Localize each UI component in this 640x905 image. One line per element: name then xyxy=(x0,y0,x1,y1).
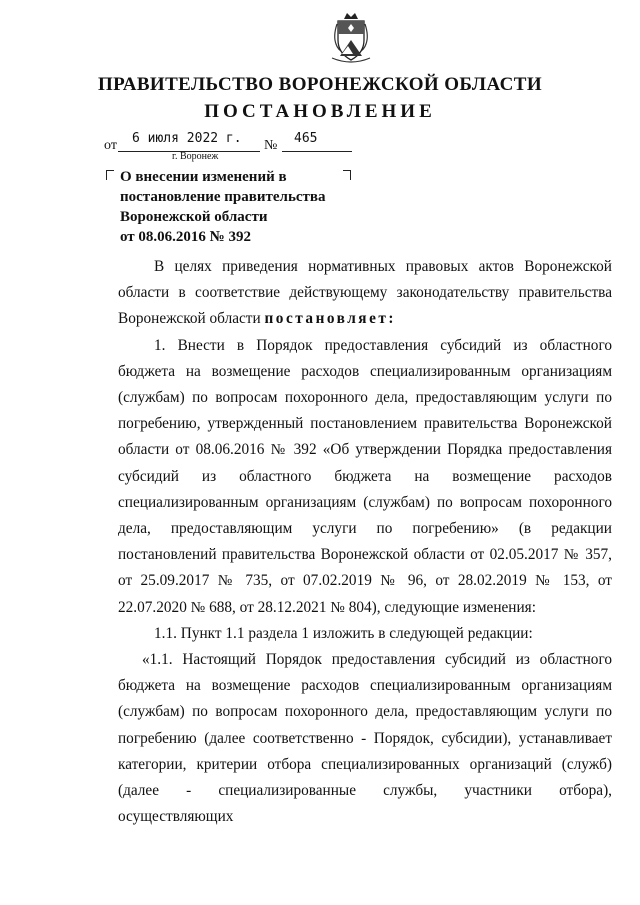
item-1-1-paragraph: 1.1. Пункт 1.1 раздела 1 изложить в следующей редакции: xyxy=(154,624,533,642)
date-label: от xyxy=(104,138,117,153)
document-body xyxy=(118,254,612,830)
number-underline xyxy=(282,151,352,152)
city-label: г. Воронеж xyxy=(172,151,219,162)
number-label: № xyxy=(264,138,278,153)
quoted-paragraph: «1.1. Настоящий Порядок предоставления субсидий из областного бюджета на возмещение расходов специализированным организациям (службам) по вопросам похоронного дела, предоставляющим услуги по погребению (далее соответственно - Порядок, субсидии), устанавливает категории, критерии отбора специализированных организаций (служб) (далее - специализированные службы, участники отбора), осуществляющих xyxy=(118,651,612,826)
intro-text: В целях приведения нормативных правовых актов Воронежской области в соответствие действующему законодательству правительства Воронежской области xyxy=(118,258,612,328)
decree-word: постановляет: xyxy=(264,310,396,328)
document-subject xyxy=(120,167,370,247)
item-1-paragraph: 1. Внести в Порядок предоставления субсидий из областного бюджета на возмещение расходов специализированным организациям (службам) по вопросам похоронного дела, предоставляющим услуги по погребению, утвержденный постановлением правительства Воронежской области от 08.06.2016 № 392 «Об утверждении Порядка предоставления субсидий из областного бюджета на возмещение расходов специализированным организациям (службам) по вопросам похоронного дела, предоставляющим услуги по погребению» (в редакции постановлений правительства Воронежской области от 02.05.2017 № 357, от 25.09.2017 № 735, от 07.02.2019 № 96, от 28.02.2019 № 153, от 22.07.2020 № 688, от 28.12.2021 № 804), следующие изменения: xyxy=(118,336,612,616)
subject-line: Воронежской области xyxy=(120,209,268,225)
document-date: 6 июля 2022 г. xyxy=(132,131,242,146)
voronezh-coat-of-arms-icon xyxy=(328,10,374,64)
subject-line: О внесении изменений в xyxy=(120,169,287,185)
intro-paragraph xyxy=(118,254,612,333)
subject-corner-left xyxy=(106,170,114,180)
document-number: 465 xyxy=(294,131,318,146)
subject-line: от 08.06.2016 № 392 xyxy=(120,229,251,245)
document-type-title: ПОСТАНОВЛЕНИЕ xyxy=(204,101,436,122)
subject-line: постановление правительства xyxy=(120,189,326,205)
government-title: ПРАВИТЕЛЬСТВО ВОРОНЕЖСКОЙ ОБЛАСТИ xyxy=(97,74,543,95)
